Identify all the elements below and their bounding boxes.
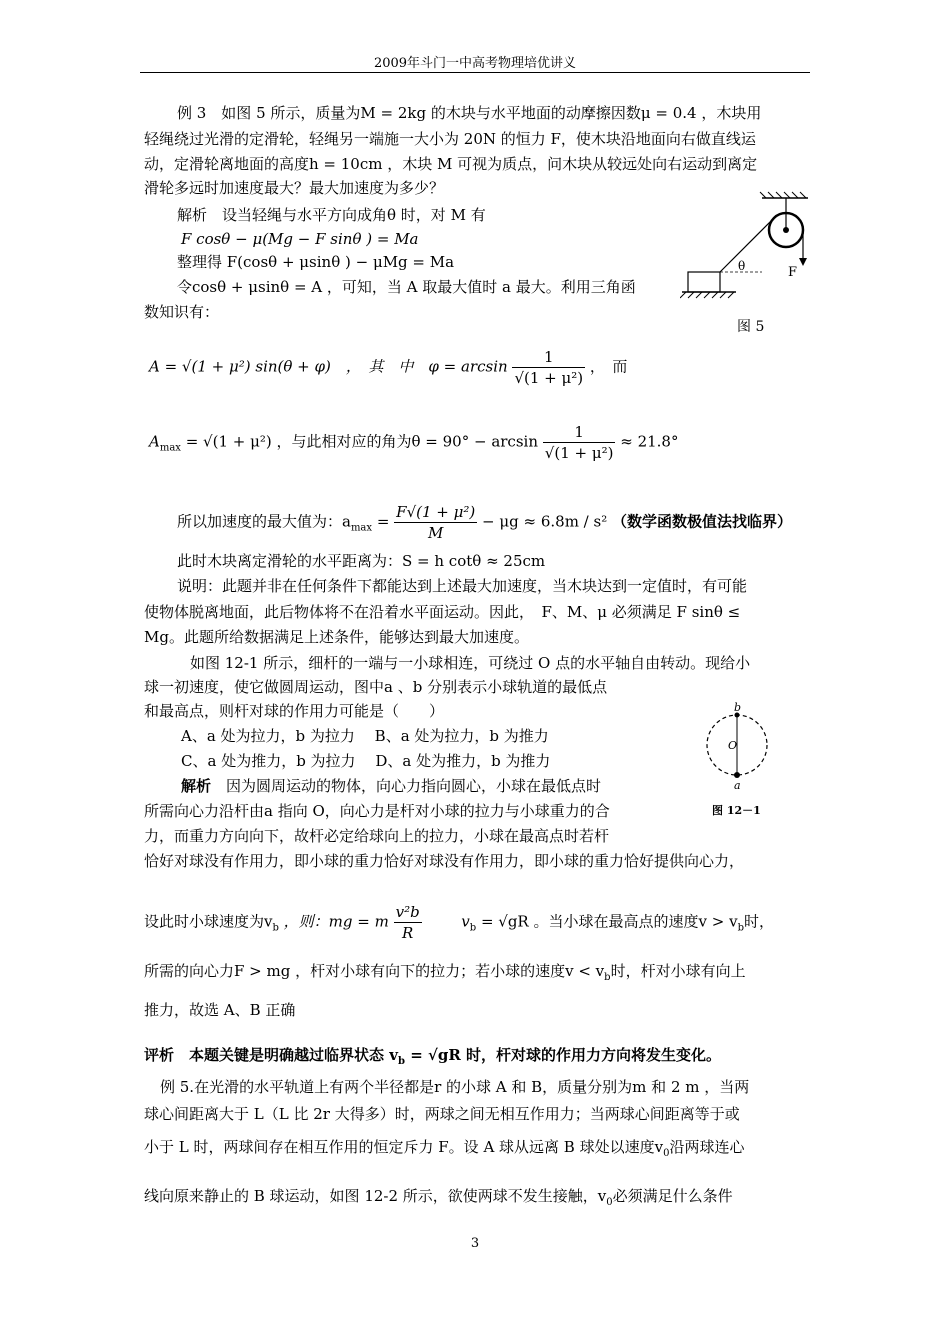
ex3-line-5: 解析 设当轻绳与水平方向成角θ 时，对 M 有 bbox=[177, 206, 486, 224]
ex5-line-4 bbox=[144, 1186, 733, 1213]
max-accel-result: − μg ≈ 6.8m / s² bbox=[482, 512, 608, 531]
figure-5-caption: 图 5 bbox=[737, 319, 765, 335]
ex4-force-line bbox=[144, 961, 746, 988]
ex3-amplitude-formula bbox=[149, 347, 627, 388]
max-accel-label: 所以加速度的最大值为：a bbox=[177, 512, 351, 531]
ex5-v0-sub-2: 0 bbox=[606, 1197, 613, 1208]
method-note: （数学函数极值法找临界） bbox=[612, 512, 793, 531]
amax-result: ≈ 21.8° bbox=[620, 432, 679, 451]
ex5-line-2: 球心间距离大于 L（L 比 2r 大得多）时，两球之间无相互作用力；当两球心间距离等于或 bbox=[144, 1105, 740, 1123]
figure-5-pulley-diagram bbox=[680, 190, 820, 310]
phi-fraction bbox=[512, 347, 585, 388]
vb-equation: = √gR 。当小球在最高点的速度v > v bbox=[480, 912, 738, 931]
ex3-note-line-2: 使物体脱离地面，此后物体将不在沿着水平面运动。因此， F、M、μ 必须满足 F sinθ ≤ bbox=[144, 603, 741, 621]
speed-sub-1: b bbox=[272, 922, 279, 934]
ex5-line-4-tail: 必须满足什么条件 bbox=[612, 1187, 733, 1205]
ex4-line-1: 如图 12-1 所示，细杆的一端与一小球相连，可绕过 O 点的水平轴自由转动。现给小 bbox=[190, 654, 751, 672]
ex5-line-1: 例 5.在光滑的水平轨道上有两个半径都是r 的小球 A 和 B，质量分别为m 和 2 m ，当两 bbox=[160, 1078, 750, 1096]
ex3-distance-line: 此时木块离定滑轮的水平距离为：S = h cotθ ≈ 25cm bbox=[177, 552, 546, 570]
ex3-line-8: 令cosθ + μsinθ = A ，可知，当 A 取最大值时 a 最大。利用三角函 bbox=[177, 278, 636, 296]
ex3-line-1: 例 3 如图 5 所示，质量为M = 2kg 的木块与水平地面的动摩擦因数μ = 0.4 ，木块用 bbox=[177, 104, 762, 122]
ex4-speed-line bbox=[144, 902, 774, 943]
ex4-line-2: 球一初速度，使它做圆周运动，图中a 、b 分别表示小球轨道的最低点 bbox=[144, 678, 608, 696]
force-line-tail: 时，杆对小球有向上 bbox=[610, 962, 746, 980]
ex4-line-3: 和最高点，则杆对球的作用力可能是（ ） bbox=[144, 702, 445, 720]
header-rule bbox=[140, 72, 810, 73]
page-header: 2009年斗门一中高考物理培优讲义 bbox=[373, 56, 577, 71]
review-text-2: = √gR 时，杆对球的作用力方向将发生变化。 bbox=[404, 1046, 722, 1064]
speed-line-tail: 时， bbox=[743, 912, 774, 931]
phi-fraction-numerator: 1 bbox=[512, 347, 585, 368]
ex3-note-line-1: 说明：此题并非在任何条件下都能达到上述最大加速度，当木块达到一定值时，有可能 bbox=[177, 577, 748, 595]
theta-fraction-numerator: 1 bbox=[543, 422, 616, 443]
theta-fraction-denominator: √(1 + μ²) bbox=[544, 444, 614, 462]
centripetal-denominator: R bbox=[402, 924, 414, 942]
ex4-analysis-line-3: 力，而重力方向向下，故杆必定给球向上的拉力，小球在最高点时若杆 bbox=[144, 827, 610, 845]
centripetal-eq: ，则：mg = m bbox=[283, 912, 389, 931]
review-label: 评析 bbox=[144, 1046, 175, 1064]
figure-12-1-center-label: O bbox=[728, 739, 738, 752]
ex4-options-row-2: C、a 处为推力，b 为拉力 D、a 处为推力，b 为推力 bbox=[181, 752, 551, 770]
figure-12-1-bottom-label: a bbox=[734, 779, 741, 792]
vb-symbol: v bbox=[461, 912, 470, 931]
amplitude-formula-tail: ， 而 bbox=[589, 357, 628, 376]
ex4-options-row-1: A、a 处为拉力，b 为拉力 B、a 处为拉力，b 为推力 bbox=[181, 727, 549, 745]
ex3-note-line-3: Mg。此题所给数据满足上述条件，能够达到最大加速度。 bbox=[144, 628, 529, 646]
ex3-equation-2: 整理得 F(cosθ + μsinθ ) − μMg = Ma bbox=[177, 253, 455, 271]
review-text-1: 本题关键是明确越过临界状态 v bbox=[174, 1046, 398, 1064]
ex5-line-3-tail: 沿两球连心 bbox=[669, 1138, 745, 1156]
ex3-line-2: 轻绳绕过光滑的定滑轮，轻绳另一端施一大小为 20N 的恒力 F，使木块沿地面向右做直线运 bbox=[144, 130, 756, 148]
max-accel-fraction bbox=[394, 502, 477, 543]
review-sub: b bbox=[397, 1056, 405, 1067]
ex4-analysis-text-1: 因为圆周运动的物体，向心力指向圆心，小球在最低点时 bbox=[211, 777, 602, 795]
ex5-line-3 bbox=[144, 1137, 744, 1164]
ex4-review-line bbox=[144, 1045, 721, 1072]
ex4-analysis-label: 解析 bbox=[181, 777, 212, 795]
ex4-analysis-line-2: 所需向心力沿杆由a 指向 O，向心力是杆对小球的拉力与小球重力的合 bbox=[144, 802, 610, 820]
amax-subscript: max bbox=[159, 442, 181, 454]
ex3-line-4: 滑轮多远时加速度最大？最大加速度为多少？ bbox=[144, 179, 445, 197]
ex4-answer-line: 推力，故选 A、B 正确 bbox=[144, 1001, 296, 1019]
figure-12-1-top-label: b bbox=[734, 701, 742, 714]
ex5-v0-sub-1: 0 bbox=[663, 1148, 670, 1159]
max-accel-denominator: M bbox=[428, 524, 444, 542]
figure-5-force-label: F bbox=[788, 265, 798, 280]
figure-5-theta-label: θ bbox=[738, 259, 746, 273]
page-number: 3 bbox=[470, 1236, 480, 1251]
ex3-equation-1: F cosθ − μ(Mg − F sinθ ) = Ma bbox=[181, 230, 419, 248]
speed-intro: 设此时小球速度为v bbox=[144, 912, 273, 931]
ex5-line-4-text: 线向原来静止的 B 球运动，如图 12-2 所示，欲使两球不发生接触，v bbox=[144, 1187, 607, 1205]
amplitude-formula-text: A = √(1 + μ²) sin(θ + φ) ， 其 中 φ = arcsin bbox=[149, 357, 508, 376]
ex4-analysis-line-4: 恰好对球没有作用力，即小球的重力恰好对球没有作用力，即小球的重力恰好提供向心力， bbox=[144, 852, 745, 870]
figure-12-1-caption: 图 12－1 bbox=[712, 804, 761, 817]
max-accel-numerator: F√(1 + μ²) bbox=[396, 503, 476, 521]
ex3-amax-formula bbox=[149, 422, 678, 463]
centripetal-numerator: v²b bbox=[395, 903, 420, 921]
speed-sub-3: b bbox=[737, 922, 744, 934]
force-line-text: 所需的向心力F > mg ，杆对小球有向下的拉力；若小球的速度v < v bbox=[144, 962, 605, 980]
speed-sub-2: b bbox=[469, 922, 477, 934]
phi-fraction-denominator: √(1 + μ²) bbox=[514, 369, 584, 387]
ex5-line-3-text: 小于 L 时，两球间存在相互作用的恒定斥力 F。设 A 球从远离 B 球处以速度v bbox=[144, 1138, 664, 1156]
force-line-sub: b bbox=[604, 972, 611, 983]
centripetal-fraction bbox=[394, 902, 422, 943]
ex3-max-acceleration: 所以加速度的最大值为：$a_{max}$ = $\frac{\text{F√(1 + μ²)}}{M}$ − μg ≈ 6.8m / s² （数学函数极值法找临界） bbox=[177, 503, 793, 542]
ex3-line-9: 数知识有： bbox=[144, 303, 220, 321]
figure-12-1-circle-diagram bbox=[700, 700, 780, 800]
theta-fraction bbox=[543, 422, 616, 463]
max-accel-subscript: max bbox=[350, 522, 373, 534]
ex3-line-3: 动，定滑轮离地面的高度h = 10cm ，木块 M 可视为质点，问木块从较远处向右运动到离定 bbox=[144, 155, 758, 173]
ex4-analysis-line-1 bbox=[181, 776, 601, 796]
amax-symbol: A bbox=[149, 432, 160, 451]
amax-formula-text: = √(1 + μ²) ，与此相对应的角为θ = 90° − arcsin bbox=[185, 432, 538, 451]
